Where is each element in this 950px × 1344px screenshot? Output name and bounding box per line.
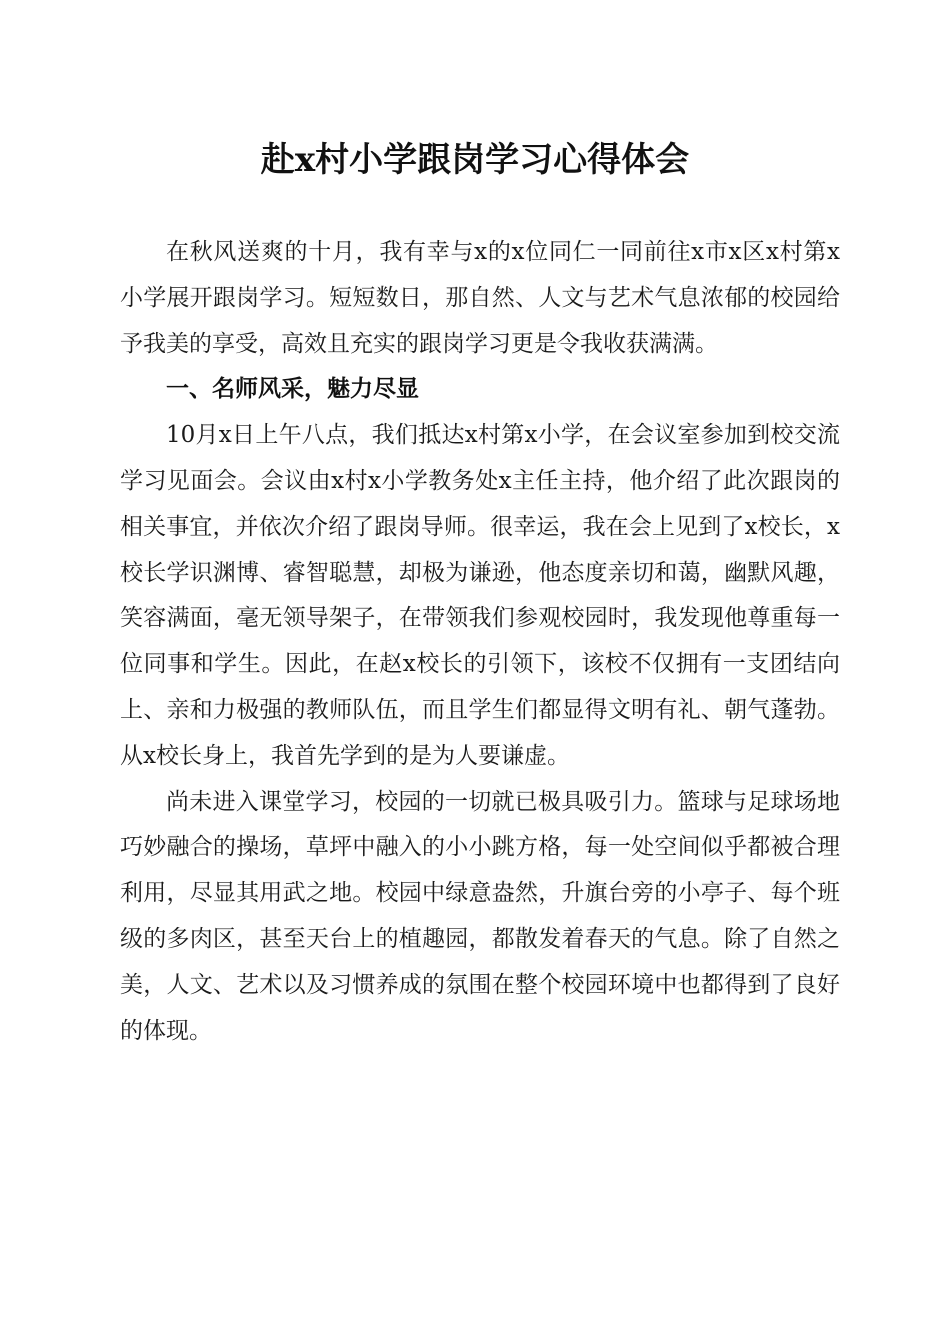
document-body (120, 230, 840, 1054)
paragraph-meeting: 10月x日上午八点，我们抵达x村第x小学，在会议室参加到校交流学习见面会。会议由x村x小学教务处x主任主持，他介绍了此次跟岗的相关事宜，并依次介绍了跟岗导师。很幸运，我在会上见到了x校长，x校长学识渊博、睿智聪慧，却极为谦逊，他态度亲切和蔼，幽默风趣，笑容满面，毫无领导架子，在带领我们参观校园时，我发现他尊重每一位同事和学生。因此，在赵x校长的引领下，该校不仅拥有一支团结向上、亲和力极强的教师队伍，而且学生们都显得文明有礼、朝气蓬勃。从x校长身上，我首先学到的是为人要谦虚。 (120, 422, 840, 769)
paragraph-campus: 尚未进入课堂学习，校园的一切就已极具吸引力。篮球与足球场地巧妙融合的操场，草坪中融入的小小跳方格，每一处空间似乎都被合理利用，尽显其用武之地。校园中绿意盎然，升旗台旁的小亭子、每个班级的多肉区，甚至天台上的植趣园，都散发着春天的气息。除了自然之美，人文、艺术以及习惯养成的氛围在整个校园环境中也都得到了良好的体现。 (120, 788, 840, 1044)
paragraph-intro: 在秋风送爽的十月，我有幸与x的x位同仁一同前往x市x区x村第x小学展开跟岗学习。短短数日，那自然、人文与艺术气息浓郁的校园给予我美的享受，高效且充实的跟岗学习更是令我收获满满。 (120, 239, 840, 357)
section-heading: 一、名师风采，魅力尽显 (166, 376, 419, 403)
document-title: 赴x村小学跟岗学习心得体会 (260, 140, 690, 180)
